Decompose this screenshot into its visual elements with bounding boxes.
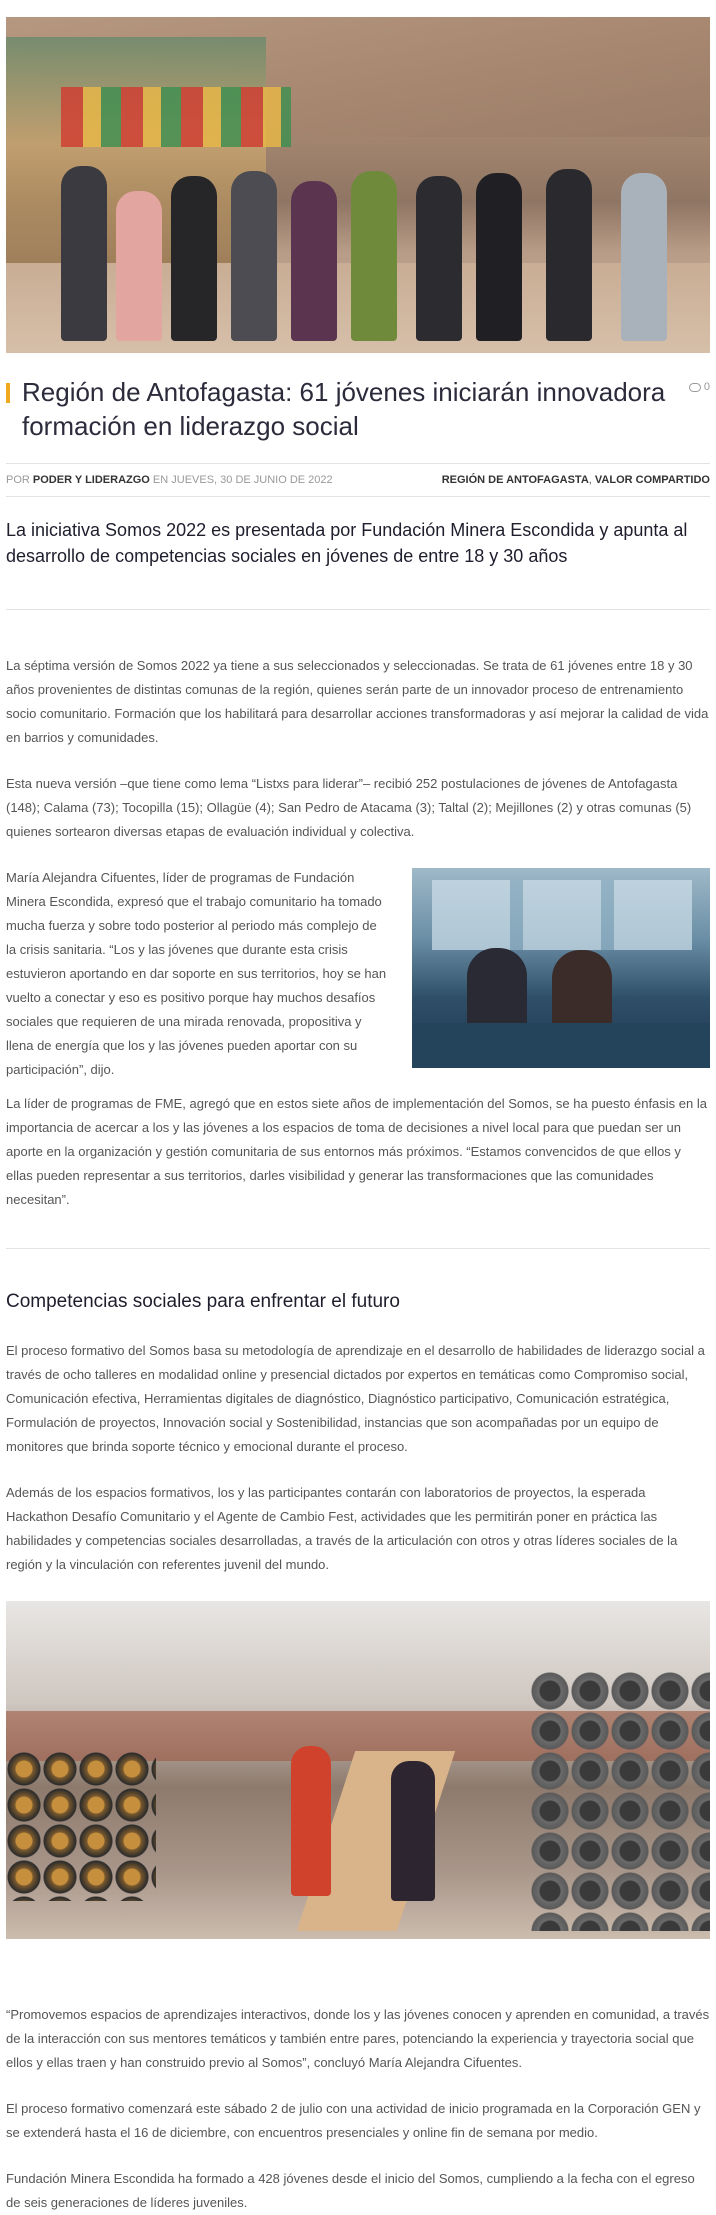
paragraph: “Promovemos espacios de aprendizajes interactivos, donde los y las jóvenes conocen y aprenden en comunidad, a través de la interacción con sus mentores temáticos y también entre pares, potenciando la experiencia y trayectoria social que ellos y ellas traen y han construido previo al Somos”, concluyó María Alejandra Cifuentes. — [6, 2007, 710, 2070]
article-title: Región de Antofagasta: 61 jóvenes iniciarán innovadora formación en liderazgo social — [22, 377, 666, 441]
meta-tags — [442, 474, 710, 486]
comments-count: 0 — [703, 381, 710, 393]
meta-category-link[interactable]: PODER Y LIDERAZGO — [32, 474, 150, 486]
tag-separator: , — [588, 474, 595, 486]
paragraph: La séptima versión de Somos 2022 ya tiene a sus seleccionados y seleccionadas. Se trata de 61 jóvenes entre 18 y 30 años provenientes de distintas comunas de la región, quienes serán parte de un innovador proceso de entrenamiento socio comunitario. Formación que los habilitará para desarrollar acciones transformadoras y así mejorar la calidad de vida en barrios y comunidades. — [6, 658, 709, 745]
article-lead: La iniciativa Somos 2022 es presentada por Fundación Minera Escondida y apunta al desarrollo de competencias sociales en jóvenes de entre 18 y 30 años — [6, 517, 710, 610]
paragraph: Esta nueva versión –que tiene como lema “Listxs para liderar”– recibió 252 postulaciones de jóvenes de Antofagasta (148); Calama (73); Tocopilla (15); Ollagüe (4); San Pedro de Atacama (3); Taltal (2); Mejillones (2) y otras comunas (5) quienes sortearon diversas etapas de evaluación individual y colectiva. — [6, 776, 692, 839]
section-divider — [6, 1248, 710, 1249]
meta-by: POR — [6, 474, 30, 486]
meta-date: EN JUEVES, 30 DE JUNIO DE 2022 — [152, 474, 333, 486]
meta-byline — [6, 474, 333, 486]
title-accent-bar — [6, 383, 10, 403]
paragraph: La líder de programas de FME, agregó que en estos siete años de implementación del Somos, se ha puesto énfasis en la importancia de acercar a los y las jóvenes a los espacios de toma de decisiones a nivel local para que puedan ser un aporte en la organización y gestión comunitaria de sus entornos más próximos. “Estamos convencidos de que ellos y ellas pueden representar a sus territorios, darles visibilidad y generar las transformaciones que las comunidades necesitan”. — [6, 1096, 707, 1207]
paragraph-with-image — [6, 866, 710, 1212]
tag-link-valor[interactable]: VALOR COMPARTIDO — [594, 474, 710, 486]
article-page — [0, 17, 716, 2215]
comments-link[interactable] — [689, 381, 710, 393]
paragraph: Fundación Minera Escondida ha formado a 428 jóvenes desde el inicio del Somos, cumpliendo a la fecha con el egreso de seis generaciones de líderes juveniles. — [6, 2171, 695, 2210]
hero-image — [6, 17, 710, 353]
article-header — [6, 375, 710, 443]
tag-link-region[interactable]: REGIÓN DE ANTOFAGASTA — [441, 474, 589, 486]
paragraph: Además de los espacios formativos, los y las participantes contarán con laboratorios de proyectos, la esperada Hackathon Desafío Comunitario y el Agente de Cambio Fest, actividades que les permitirán poner en práctica las habilidades y competencias sociales desarrolladas, a través de la articulación con otros y otras líderes sociales de la región y la vinculación con referentes juvenil del mundo. — [6, 1485, 678, 1572]
section-heading: Competencias sociales para enfrentar el futuro — [6, 1291, 400, 1312]
paragraph: El proceso formativo del Somos basa su metodología de aprendizaje en el desarrollo de habilidades de liderazgo social a través de ocho talleres en modalidad online y presencial dictados por expertos en temáticas como Compromiso social, Comunicación efectiva, Herramientas digitales de diagnóstico, Diagnóstico participativo, Comunicación estratégica, Formulación de proyectos, Innovación social y Sostenibilidad, instancias que son acompañadas por un equipo de monitores que brinda soporte técnico y emocional durante el proceso. — [6, 1343, 705, 1454]
paragraph: María Alejandra Cifuentes, líder de programas de Fundación Minera Escondida, expresó que el trabajo comunitario ha tomado mucha fuerza y sobre todo posterior al periodo más complejo de la crisis sanitaria. “Los y las jóvenes que durante esta crisis estuvieron aportando en dar soporte en sus territorios, hoy se han vuelto a conectar y eso es positivo porque hay muchos desafíos sociales que requieren de una mirada renovada, propositiva y llena de energía que los y las jóvenes pueden aportar con su participación”, dijo. — [6, 870, 387, 1077]
meeting-photo — [412, 868, 710, 1068]
comment-bubble-icon — [689, 383, 701, 392]
workshop-photo — [6, 1601, 710, 1939]
article-meta — [6, 463, 710, 497]
paragraph: El proceso formativo comenzará este sábado 2 de julio con una actividad de inicio programada en la Corporación GEN y se extenderá hasta el 16 de diciembre, con encuentros presenciales y online fin de semana por medio. — [6, 2101, 701, 2140]
